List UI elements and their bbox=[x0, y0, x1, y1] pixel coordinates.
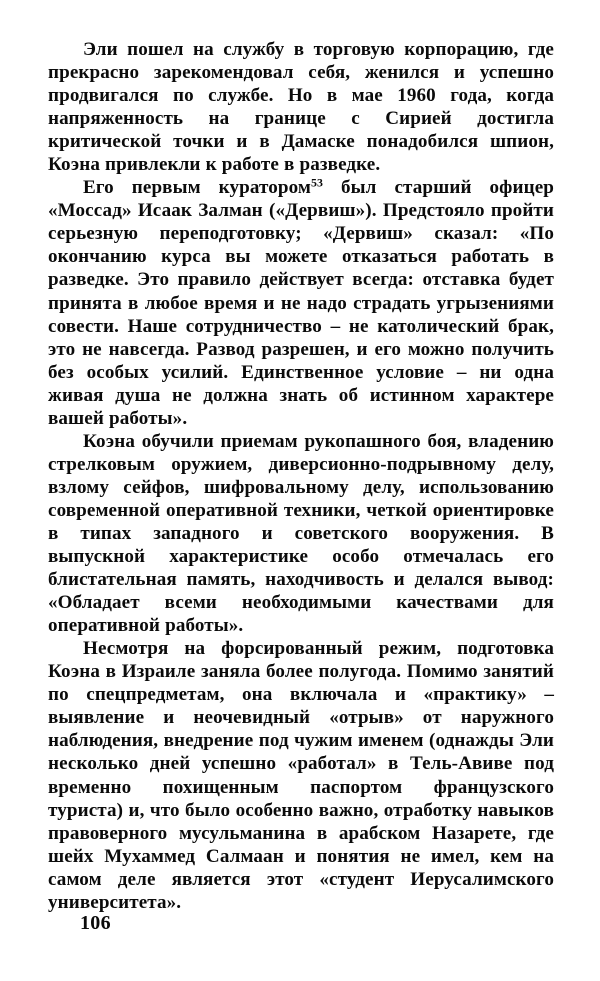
page-number: 106 bbox=[80, 912, 111, 934]
paragraph-1: Эли пошел на службу в торговую корпорацию, где прекрасно зарекомендовал себя, женился и успешно продвигался по службе. Но в мае 1960 года, когда напряженность на границе с Сирией достигла критической точки и в Дамаске понадобился шпион, Коэна привлекли к работе в разведке. bbox=[48, 39, 554, 176]
page-text-block bbox=[48, 38, 554, 914]
paragraph-2-text-after-note: был старший офицер «Моссад» Исаак Залман («Дервиш»). Предстояло пройти серьезную переподготовку; «Дервиш» сказал: «По окончанию курса вы можете отказаться работать в разведке. Это правило действует всегда: отставка будет принята в любое время и не надо страдать угрызениями совести. Наше сотрудничество – не католический брак, это не навсегда. Развод разрешен, и его можно получить без особых усилий. Единственное условие – ни одна живая душа не должна знать об истинном характере вашей работы». bbox=[48, 177, 554, 429]
paragraph-2-text-before-note: Его первым куратором bbox=[83, 177, 311, 199]
paragraph-4: Несмотря на форсированный режим, подготовка Коэна в Израиле заняла более полугода. Помимо занятий по спецпредметам, она включала и «практику» – выявление и неочевидный «отрыв» от наружного наблюдения, внедрение под чужим именем (однажды Эли несколько дней успешно «работал» в Тель-Авиве под временно похищенным паспортом французского туриста) и, что было особенно важно, отработку навыков правоверного мусульманина в арабском Назарете, где шейх Мухаммед Салмаан и понятия не имел, кем на самом деле является этот «студент Иерусалимского университета». bbox=[48, 638, 554, 913]
footnote-marker-53[interactable]: 53 bbox=[311, 175, 324, 190]
paragraph-2 bbox=[48, 176, 554, 430]
paragraph-3: Коэна обучили приемам рукопашного боя, владению стрелковым оружием, диверсионно-подрывному делу, взлому сейфов, шифровальному делу, использованию современной оперативной техники, четкой ориентировке в типах западного и советского вооружения. В выпускной характеристике особо отмечалась его блистательная память, находчивость и делался вывод: «Обладает всеми необходимыми качествами для оперативной работы». bbox=[48, 430, 554, 637]
